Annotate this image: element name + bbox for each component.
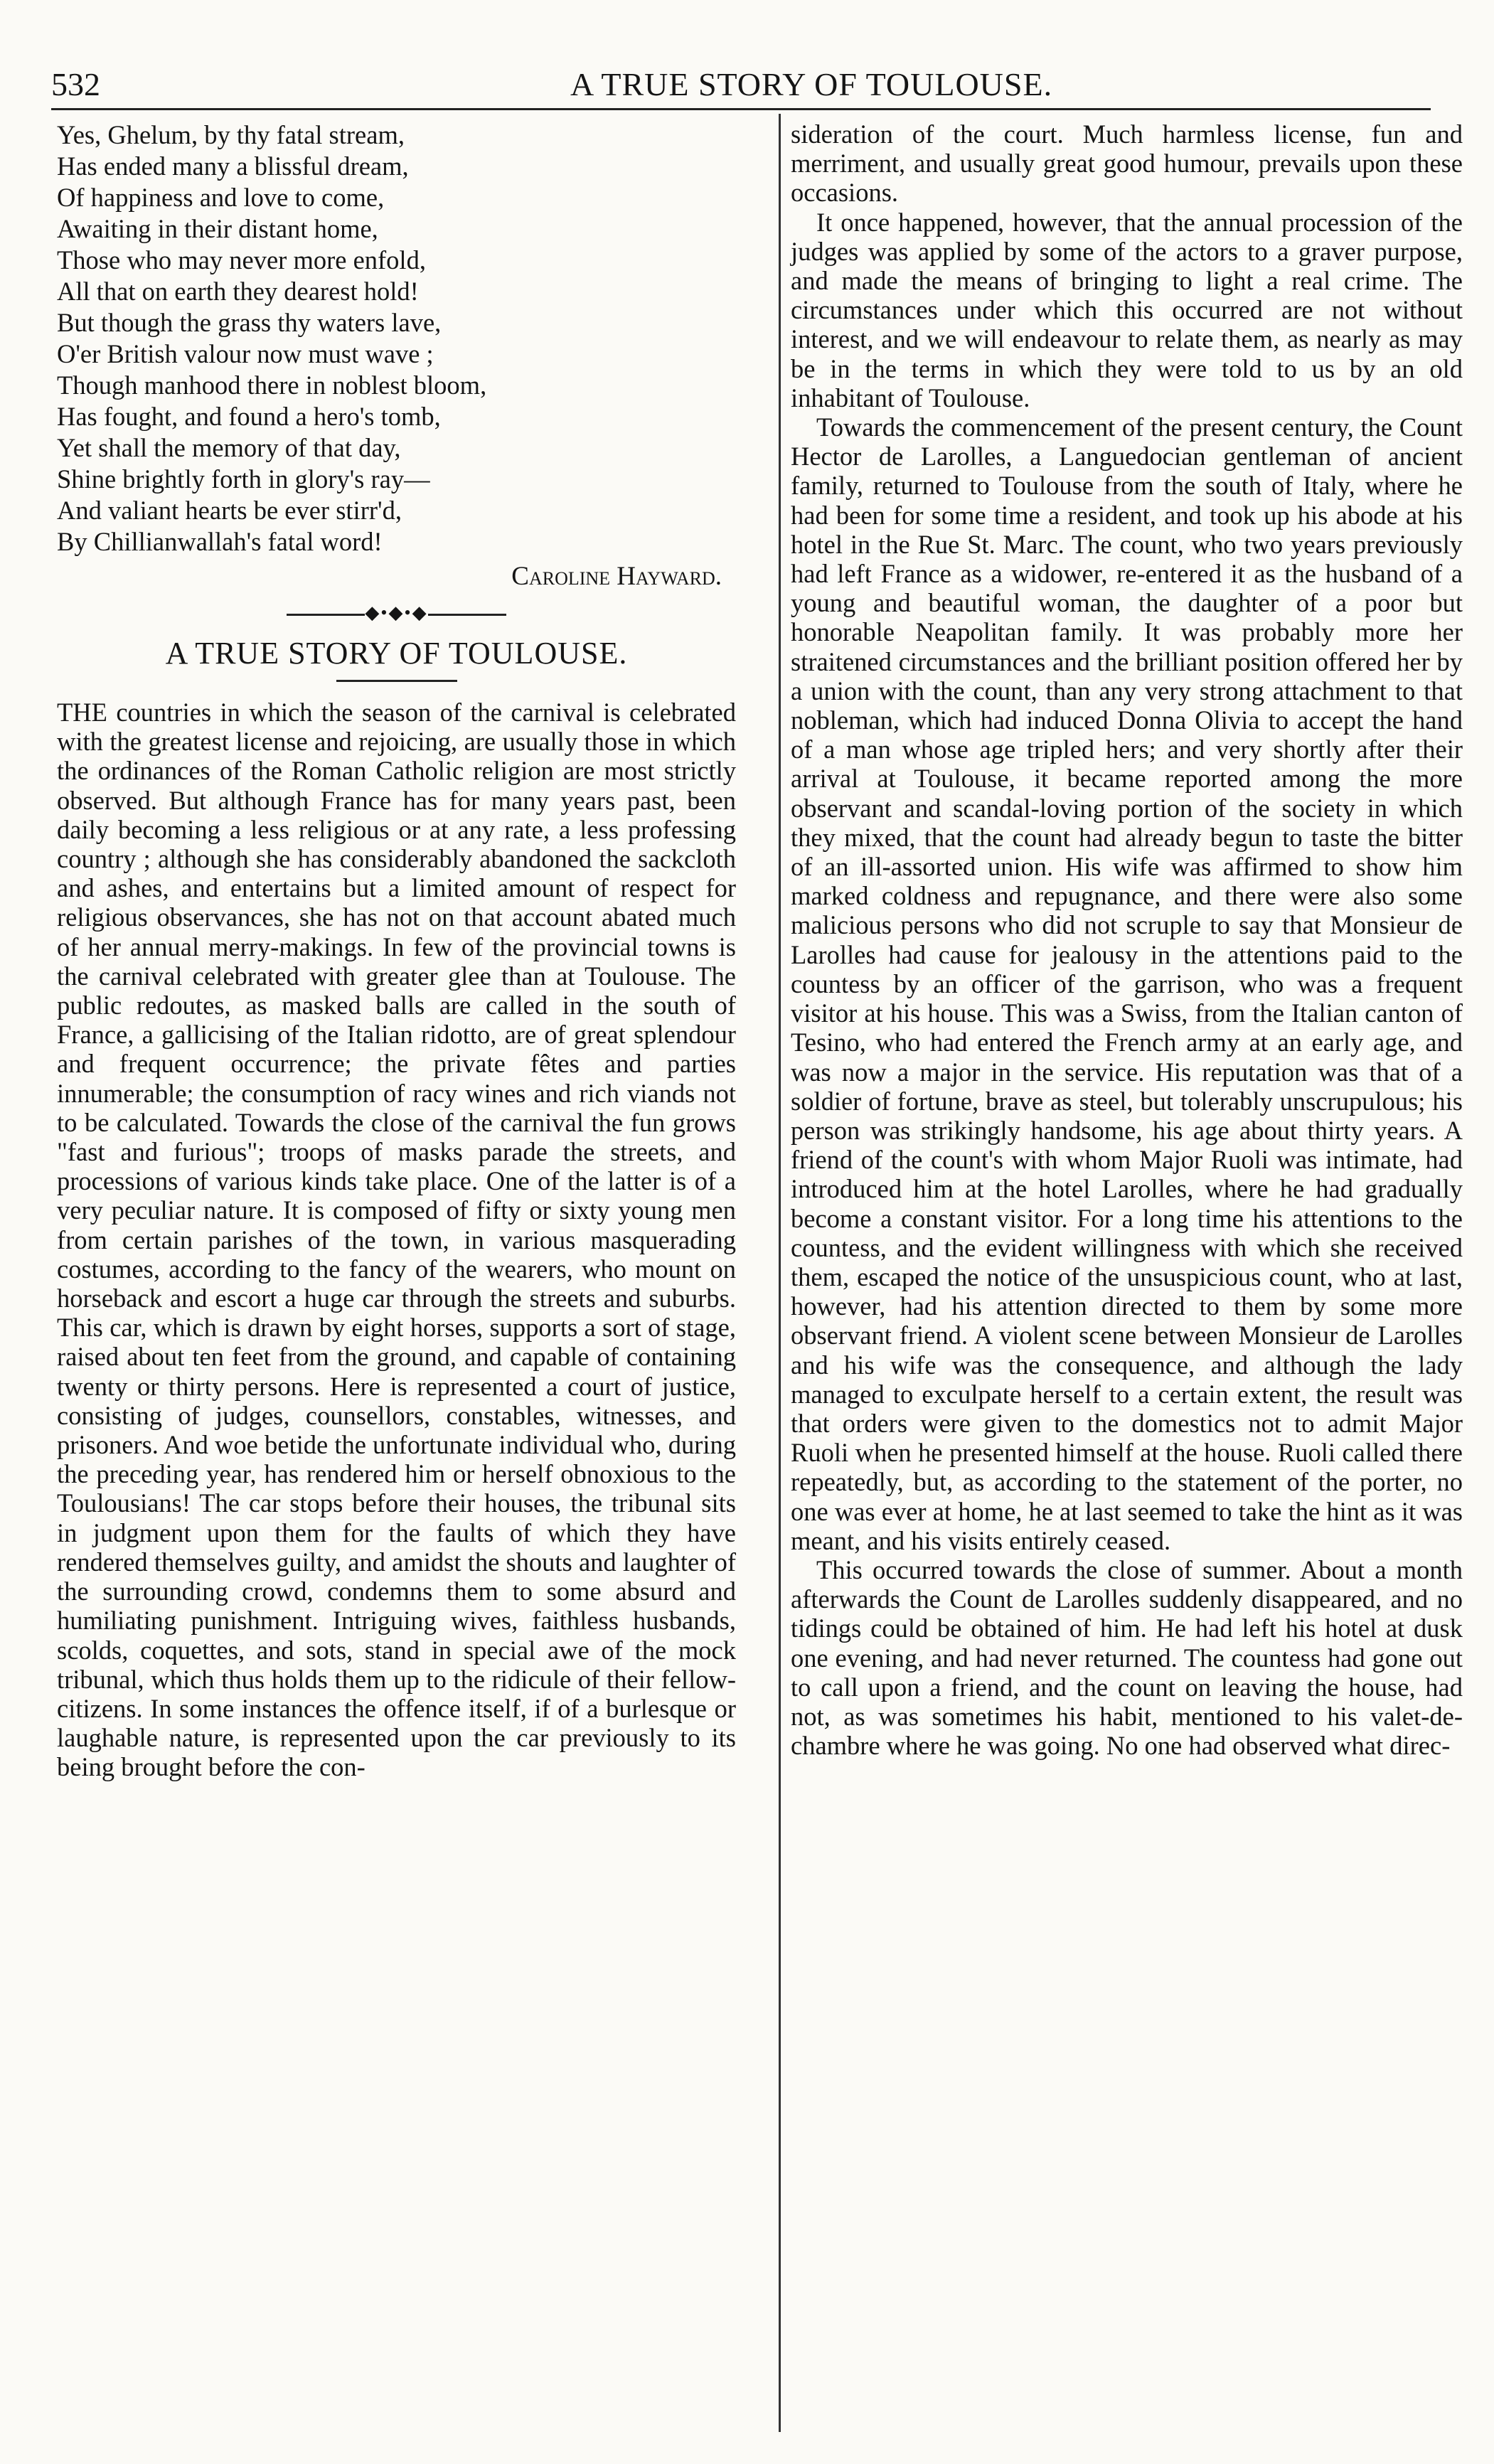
ornament-rule <box>287 614 365 616</box>
right-column <box>791 119 1463 1760</box>
article-paragraph: It once happened, however, that the annual procession of the judges was applied by some of the actors to a graver purpose, and made the means of bringing to light a real crime. The circumstances under which this occurred are not without interest, and we will endeavour to relate them, as nearly as may be in the terms in which they were told to us by an old inhabitant of Toulouse. <box>791 207 1463 412</box>
section-ornament: ◆•◆•◆ <box>57 594 736 631</box>
page-header <box>51 65 1431 110</box>
poem-line: Yet shall the memory of that day, <box>57 433 401 462</box>
poem-line: Of happiness and love to come, <box>57 183 385 212</box>
poem-line: Awaiting in their distant home, <box>57 214 378 243</box>
poem-line: By Chillianwallah's fatal word! <box>57 527 383 556</box>
poem-line: Those who may never more enfold, <box>57 245 426 274</box>
page-number: 532 <box>51 66 100 102</box>
poem-line: Has fought, and found a hero's tomb, <box>57 402 441 431</box>
poem-author: Caroline Hayward. <box>511 562 722 591</box>
title-rule <box>336 680 457 682</box>
poem-line: Shine brightly forth in glory's ray— <box>57 464 430 494</box>
poem-line: Yes, Ghelum, by thy fatal stream, <box>57 120 405 149</box>
ornament-rule <box>428 614 506 616</box>
running-title: A TRUE STORY OF TOULOUSE. <box>570 66 1053 102</box>
poem-line: But though the grass thy waters lave, <box>57 308 442 337</box>
article-title: A TRUE STORY OF TOULOUSE. <box>165 636 628 671</box>
poem-line: O'er British valour now must wave ; <box>57 339 434 368</box>
poem-line: And valiant hearts be ever stirr'd, <box>57 496 402 525</box>
poem <box>57 119 736 558</box>
poem-line: Though manhood there in noblest bloom, <box>57 370 487 400</box>
article-paragraph: THE countries in which the season of the carnival is celebrated with the greatest license and rejoicing, are usually those in which the ordinances of the Roman Catholic religion are most strictly observed. But although France has for many years past, been daily becoming a less religious or at any rate, a less professing country ; although she has considerably abandoned the sackcloth and ashes, and entertains but a limited amount of respect for religious observances, she has not on that account abated much of her annual merry-makings. In few of the provincial towns is the carnival celebrated with greater glee than at Toulouse. The public redoutes, as masked balls are called in the south of France, a gallicising of the Italian ridotto, are of great splendour and frequent occurrence; the private fêtes and parties innumerable; the consumption of racy wines and rich viands not to be calculated. Towards the close of the carnival the fun grows "fast and furious"; troops of masks parade the streets, and processions of various kinds take place. One of the latter is of a very peculiar nature. It is composed of fifty or sixty young men from certain parishes of the town, in various masquerading costumes, according to the fancy of the wearers, who mount on horseback and escort a huge car through the streets and suburbs. This car, which is drawn by eight horses, supports a sort of stage, raised about ten feet from the ground, and capable of containing twenty or thirty persons. Here is represented a court of justice, consisting of judges, counsellors, constables, witnesses, and prisoners. And woe betide the unfortunate individual who, during the preceding year, has rendered him or herself obnoxious to the Toulousians! The car stops before their houses, the tribunal sits in judgment upon them for the faults of which they have rendered themselves guilty, and amidst the shouts and laughter of the surrounding crowd, condemns them to some absurd and humiliating punishment. Intriguing wives, faithless husbands, scolds, coquettes, and sots, stand in special awe of the mock tribunal, which thus holds them up to the ridicule of their fellow-citizens. In some instances the offence itself, if of a burlesque or laughable nature, is represented upon the car previously to its being brought before the con- <box>57 698 736 1782</box>
poem-line: Has ended many a blissful dream, <box>57 151 409 181</box>
column-divider <box>779 114 781 2432</box>
article-paragraph: Towards the commencement of the present century, the Count Hector de Larolles, a Languedocian gentleman of ancient family, returned to Toulouse from the south of Italy, where he had been for some time a resident, and took up his abode at his hotel in the Rue St. Marc. The count, who two years previously had left France as a widower, re-entered it as the husband of a young and beautiful woman, the daughter of a poor but honorable Neapolitan family. It was probably more her straitened circumstances and the brilliant position offered her by a union with the count, than any very strong attachment to that nobleman, which had induced Donna Olivia to accept the hand of a man whose age tripled hers; and very shortly after their arrival at Toulouse, it became reported among the more observant and scandal-loving portion of the society in which they mixed, that the count had already begun to taste the bitter of an ill-assorted union. His wife was affirmed to show him marked coldness and repugnance, and there were also some malicious persons who did not scruple to say that Monsieur de Larolles had cause for jealousy in the attentions paid to the countess by an officer of the garrison, who was a frequent visitor at his house. This was a Swiss, from the Italian canton of Tesino, who had entered the French army at an early age, and was now a major in the service. His reputation was that of a soldier of fortune, brave as steel, but tolerably unscrupulous; his person was strikingly handsome, his age about thirty years. A friend of the count's with whom Major Ruoli was intimate, had introduced him at the hotel Larolles, where he had gradually become a constant visitor. For a long time his attentions to the countess, and the evident willingness with which she received them, escaped the notice of the unsuspicious count, who at last, however, had his attention directed to them by some more observant friend. A violent scene between Monsieur de Larolles and his wife was the consequence, and although the lady managed to exculpate herself to a certain extent, the result was that orders were given to the domestics not to admit Major Ruoli when he presented himself at the house. Ruoli called there repeatedly, but, as according to the statement of the porter, no one was ever at home, he at last seemed to take the hint as it was meant, and his visits entirely ceased. <box>791 412 1463 1555</box>
poem-line: All that on earth they dearest hold! <box>57 277 419 306</box>
article-paragraph: sideration of the court. Much harmless license, fun and merriment, and usually great good humour, prevails upon these occasions. <box>791 119 1463 208</box>
article-paragraph: This occurred towards the close of summer. About a month afterwards the Count de Larolles suddenly disappeared, and no tidings could be obtained of him. He had left his hotel at dusk one evening, and had never returned. The countess had gone out to call upon a friend, and the count on leaving the house, had not, as was sometimes his habit, mentioned to his valet-de-chambre where he was going. No one had observed what direc- <box>791 1554 1463 1761</box>
left-column <box>57 119 736 1782</box>
